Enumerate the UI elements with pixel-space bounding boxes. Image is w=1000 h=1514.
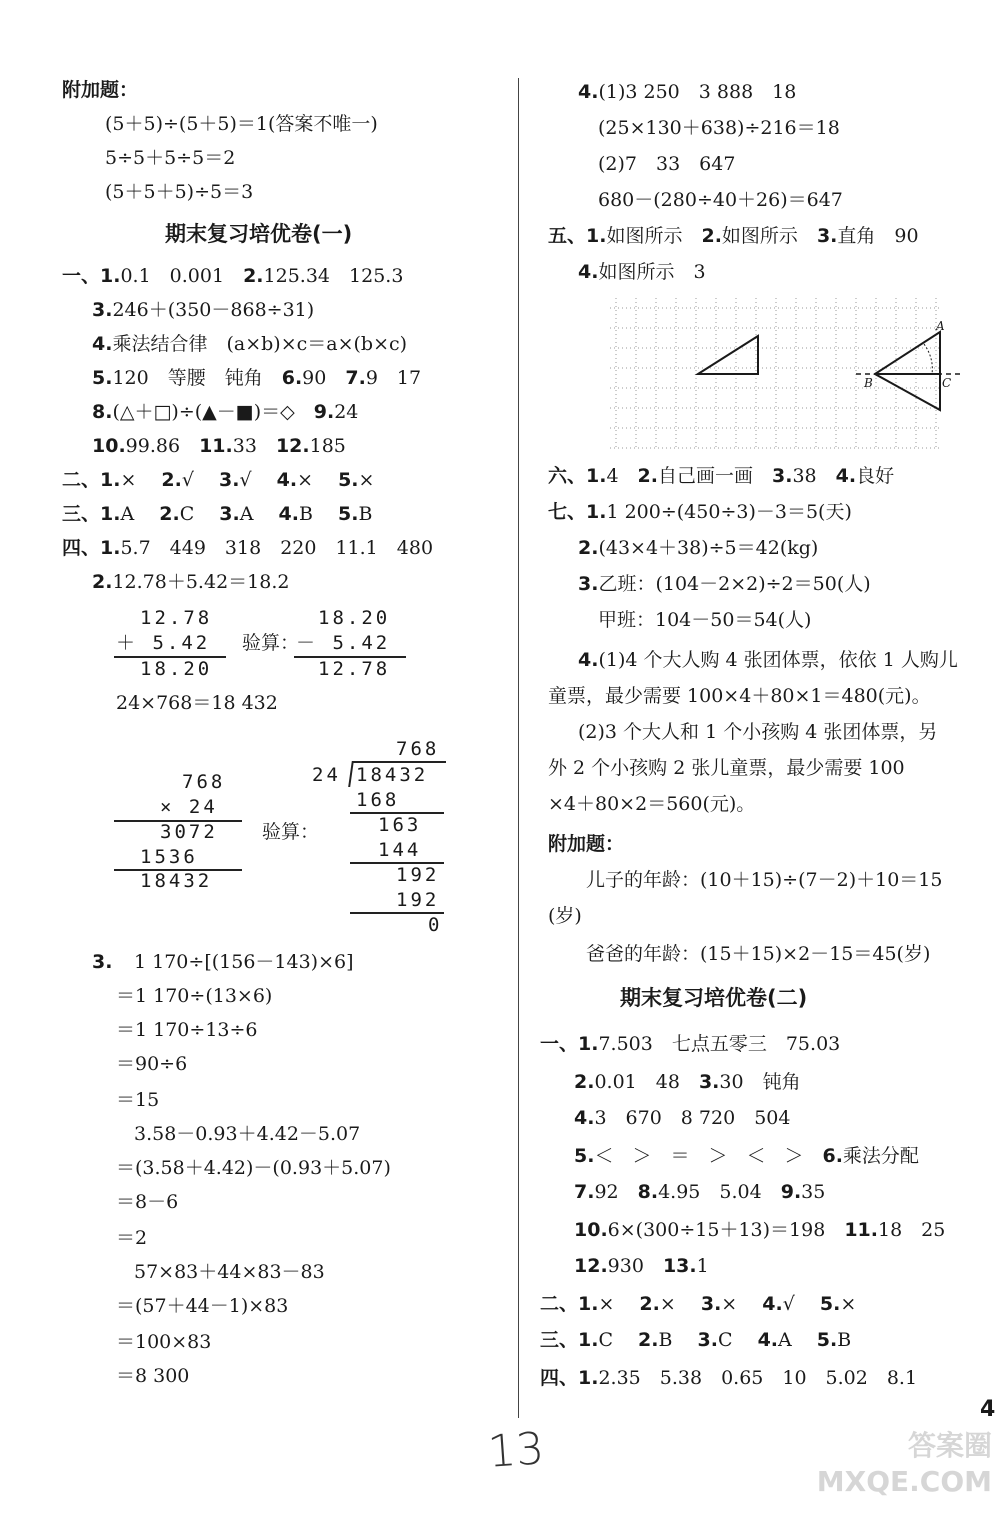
addend-1: 12.78 <box>140 607 213 629</box>
check-label-1: 验算： <box>242 632 300 654</box>
s5-line-1: 五、1.如图所示 2.如图所示 3.直角 90 <box>548 225 919 247</box>
s7-line-3: 3.乙班：(104－2×2)÷2＝50(人) <box>578 573 871 595</box>
bonus-title: 附加题： <box>62 79 139 101</box>
s1-line-3: 4.乘法结合律 (a×b)×c＝a×(b×c) <box>92 333 408 355</box>
division-step: 163 <box>378 814 422 836</box>
difference: 12.78 <box>318 658 391 680</box>
calc-line: 3.58－0.93＋4.42－5.07 <box>134 1123 361 1145</box>
s1-line-6: 10.99.86 11.33 12.185 <box>92 435 346 457</box>
calc-line: ＝(3.58＋4.42)－(0.93＋5.07) <box>116 1157 391 1179</box>
p2-line-4: 5.＜ ＞ ＝ ＞ ＜ ＞ 6.乘法分配 <box>574 1145 919 1167</box>
p2-line-1: 一、1.7.503 七点五零三 75.03 <box>540 1033 841 1055</box>
s6-line: 六、1.4 2.自己画一画 3.38 4.良好 <box>548 465 895 487</box>
divisor: 24 <box>312 764 341 786</box>
s7-line-7: (2)3 个大人和 1 个小孩购 4 张团体票，另 <box>578 721 938 743</box>
s7-line-9: ×4＋80×2＝560(元)。 <box>548 793 756 815</box>
q4-line-3: (2)7 33 647 <box>598 153 736 175</box>
p2-line-2: 2.0.01 48 3.30 钝角 <box>574 1071 801 1093</box>
division-remainder: 0 <box>428 914 443 936</box>
bonus-line-son: 儿子的年龄：(10＋15)÷(7－2)＋10＝15 <box>586 869 943 891</box>
column-divider <box>518 78 519 1418</box>
s7-line-6: 童票，最少需要 100×4＋80×1＝480(元)。 <box>548 685 931 707</box>
s7-line-8: 外 2 个小孩购 2 张儿童票，最少需要 100 <box>548 757 905 779</box>
division-bracket <box>348 761 353 787</box>
s4-line-2: 2.12.78＋5.42＝18.2 <box>92 571 290 593</box>
add-sum: 18.20 <box>140 658 213 680</box>
calc-line: ＝90÷6 <box>116 1053 188 1075</box>
division-step: 192 <box>396 864 440 886</box>
mult-equation: 24×768＝18 432 <box>116 692 278 714</box>
s1-line-5: 8.(△＋□)÷(▲－■)＝◇ 9.24 <box>92 401 359 423</box>
q4-line-2: (25×130＋638)÷216＝18 <box>598 117 840 139</box>
bonus-line-father: 爸爸的年龄：(15＋15)×2－15＝45(岁) <box>586 943 931 965</box>
p2-s2-line: 二、1.× 2.× 3.× 4.√ 5.× <box>540 1293 857 1315</box>
s3-line: 三、1.A 2.C 3.A 4.B 5.B <box>62 503 373 525</box>
multiplicand: 768 <box>182 771 226 793</box>
label-c: C <box>942 376 952 390</box>
p2-line-3: 4.3 670 8 720 504 <box>574 1107 791 1129</box>
bonus-line-1: (5＋5)÷(5＋5)＝1(答案不唯一) <box>105 113 378 135</box>
angle-arc <box>924 344 932 374</box>
s7-line-5: 4.(1)4 个大人购 4 张团体票，依依 1 人购儿 <box>578 649 958 671</box>
paper1-title: 期末复习培优卷(一) <box>165 222 353 246</box>
right-triangle <box>698 336 758 374</box>
paper2-title: 期末复习培优卷(二) <box>620 986 808 1010</box>
product: 18432 <box>140 870 213 892</box>
calc-line: 57×83＋44×83－83 <box>134 1261 325 1283</box>
calc-line: ＝15 <box>116 1089 160 1111</box>
p2-s4-line: 四、1.2.35 5.38 0.65 10 5.02 8.1 <box>540 1367 918 1389</box>
q4-line-1: 4.(1)3 250 3 888 18 <box>578 81 797 103</box>
s5-line-2: 4.如图所示 3 <box>578 261 706 283</box>
p2-s3-line: 三、1.C 2.B 3.C 4.A 5.B <box>540 1329 852 1351</box>
calc-line: ＝(57＋44－1)×83 <box>116 1295 289 1317</box>
bonus-line-3: (5＋5＋5)÷5＝3 <box>105 181 254 203</box>
s7-line-2: 2.(43×4＋38)÷5＝42(kg) <box>578 537 819 559</box>
geometry-figure <box>580 292 1000 454</box>
p2-line-5: 7.92 8.4.95 5.04 9.35 <box>574 1181 826 1203</box>
dividend: 18432 <box>356 764 429 786</box>
handwritten-page-mark: 13 <box>486 1423 546 1478</box>
s1-line-1: 一、1.0.1 0.001 2.125.34 125.3 <box>62 265 404 287</box>
partial-product-1: 3072 <box>160 821 218 843</box>
bonus-line-unit: (岁) <box>548 905 582 927</box>
bonus-line-2: 5÷5＋5÷5＝2 <box>105 147 236 169</box>
s4-line-1: 四、1.5.7 449 318 220 11.1 480 <box>62 537 434 559</box>
calc-line: ＝8－6 <box>116 1191 179 1213</box>
s7-line-4: 甲班：104－50＝54(人) <box>598 609 812 631</box>
s7-line-1: 七、1.1 200÷(450÷3)－3＝5(天) <box>548 501 852 523</box>
calc-line: ＝8 300 <box>116 1365 190 1387</box>
s1-line-4: 5.120 等腰 钝角 6.90 7.9 17 <box>92 367 422 389</box>
p2-line-6: 10.6×(300÷15＋13)＝198 11.18 25 <box>574 1219 946 1241</box>
division-step: 192 <box>396 889 440 911</box>
s1-line-2: 3.246＋(350－868÷31) <box>92 299 315 321</box>
division-step: 144 <box>378 839 422 861</box>
calc-line: ＝2 <box>116 1227 148 1249</box>
addend-2: ＋ 5.42 <box>116 632 211 654</box>
q4-line-4: 680－(280÷40＋26)＝647 <box>598 189 843 211</box>
calc-line: 1 170÷[(156－143)×6] <box>134 951 354 973</box>
calc-line: ＝100×83 <box>116 1331 212 1353</box>
partial-product-2: 1536 <box>140 846 198 868</box>
s4-q3-number: 3. <box>92 951 113 973</box>
calc-line: ＝1 170÷13÷6 <box>116 1019 258 1041</box>
minuend: 18.20 <box>318 607 391 629</box>
label-b: B <box>864 376 873 390</box>
page-number: 4 <box>980 1397 996 1422</box>
p2-line-7: 12.930 13.1 <box>574 1255 709 1277</box>
triangle-abc <box>875 332 940 410</box>
quotient: 768 <box>396 738 440 760</box>
calc-line: ＝1 170÷(13×6) <box>116 985 273 1007</box>
label-a: A <box>936 319 945 333</box>
s2-line: 二、1.× 2.√ 3.√ 4.× 5.× <box>62 469 375 491</box>
division-step: 168 <box>356 789 400 811</box>
bonus-title-right: 附加题： <box>548 833 625 855</box>
check-label-2: 验算： <box>262 821 320 843</box>
watermark-logo: 答案圈 MXQE.COM <box>816 1429 992 1498</box>
subtrahend: － 5.42 <box>296 632 391 654</box>
multiplier: × 24 <box>160 796 218 818</box>
